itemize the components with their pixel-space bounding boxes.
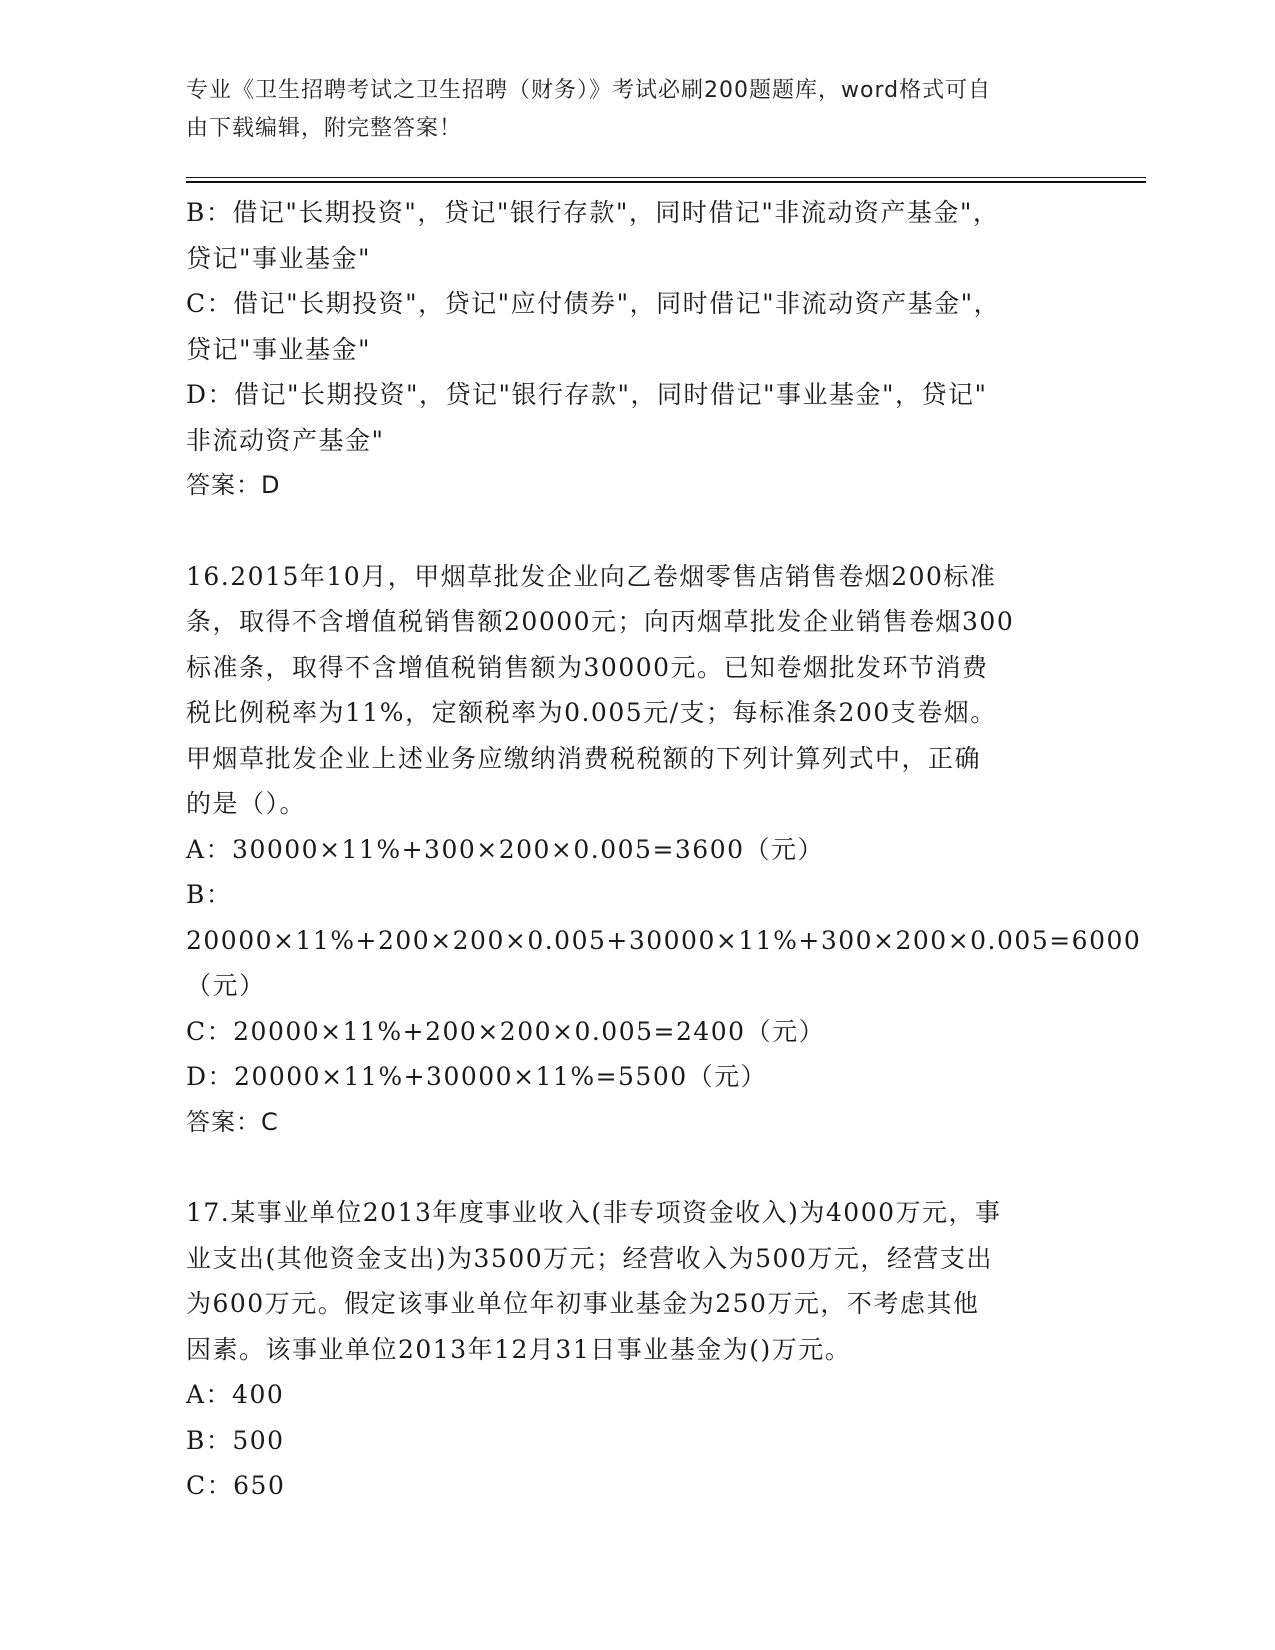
question-spacer (186, 509, 1086, 554)
document-header (186, 72, 1086, 148)
document-body (186, 190, 1142, 1509)
q16-stem-line-4: 税比例税率为11%，定额税率为0.005元/支；每标准条200支卷烟。 (186, 698, 997, 727)
header-divider-thin (186, 177, 1146, 178)
question-spacer (186, 1145, 1086, 1190)
q16-option-d: D：20000×11%+30000×11%=5500（元） (186, 1062, 768, 1091)
q17-option-a: A：400 (186, 1380, 285, 1409)
q16-option-b-line-1: B：20000×11%+200×200×0.005+30000×11%+300×200×0.005=6000 (186, 880, 1142, 955)
q16-answer: 答案：C (186, 1107, 279, 1136)
q16-stem-line-6: 的是（）。 (186, 789, 307, 818)
q17-stem-line-2: 业支出(其他资金支出)为3500万元；经营收入为500万元，经营支出 (186, 1243, 993, 1273)
q15-answer: 答案：D (186, 471, 281, 499)
q16-option-b-line-2: （元） (186, 971, 266, 1000)
q17-option-b: B：500 (186, 1425, 285, 1455)
q15-option-b-line-1: B：借记"长期投资"，贷记"银行存款"，同时借记"非流动资产基金"， (186, 198, 1000, 227)
q15-option-d-line-1: D：借记"长期投资"，贷记"银行存款"，同时借记"事业基金"，贷记" (186, 380, 988, 409)
q17-stem-line-1: 17.某事业单位2013年度事业收入(非专项资金收入)为4000万元，事 (186, 1198, 1002, 1227)
q15-option-c-line-1: C：借记"长期投资"，贷记"应付债券"，同时借记"非流动资产基金"， (186, 289, 1001, 318)
q15-option-b-line-2: 贷记"事业基金" (186, 243, 371, 273)
q17-stem-line-4: 因素。该事业单位2013年12月31日事业基金为()万元。 (186, 1334, 852, 1364)
q17-option-c: C：650 (186, 1471, 286, 1500)
q16-stem-line-3: 标准条，取得不含增值税销售额为30000元。已知卷烟批发环节消费 (186, 652, 989, 682)
header-title-line-2: 由下载编辑，附完整答案！ (186, 116, 463, 141)
q16-option-a: A：30000×11%+300×200×0.005=3600（元） (186, 834, 825, 864)
header-divider-thick (186, 181, 1146, 183)
q15-option-d-line-2: 非流动资产基金" (186, 425, 385, 455)
header-title-line-1: 专业《卫生招聘考试之卫生招聘（财务）》考试必刷200题题库，word格式可自 (186, 78, 992, 103)
q15-option-c-line-2: 贷记"事业基金" (186, 334, 371, 364)
q16-stem-line-1: 16.2015年10月，甲烟草批发企业向乙卷烟零售店销售卷烟200标准 (186, 561, 997, 591)
q17-stem-line-3: 为600万元。假定该事业单位年初事业基金为250万元，不考虑其他 (186, 1289, 980, 1318)
q16-stem-line-2: 条，取得不含增值税销售额20000元；向丙烟草批发企业销售卷烟300 (186, 607, 1015, 636)
q16-option-c: C：20000×11%+200×200×0.005=2400（元） (186, 1016, 826, 1046)
q16-stem-line-5: 甲烟草批发企业上述业务应缴纳消费税税额的下列计算列式中，正确 (186, 743, 982, 773)
